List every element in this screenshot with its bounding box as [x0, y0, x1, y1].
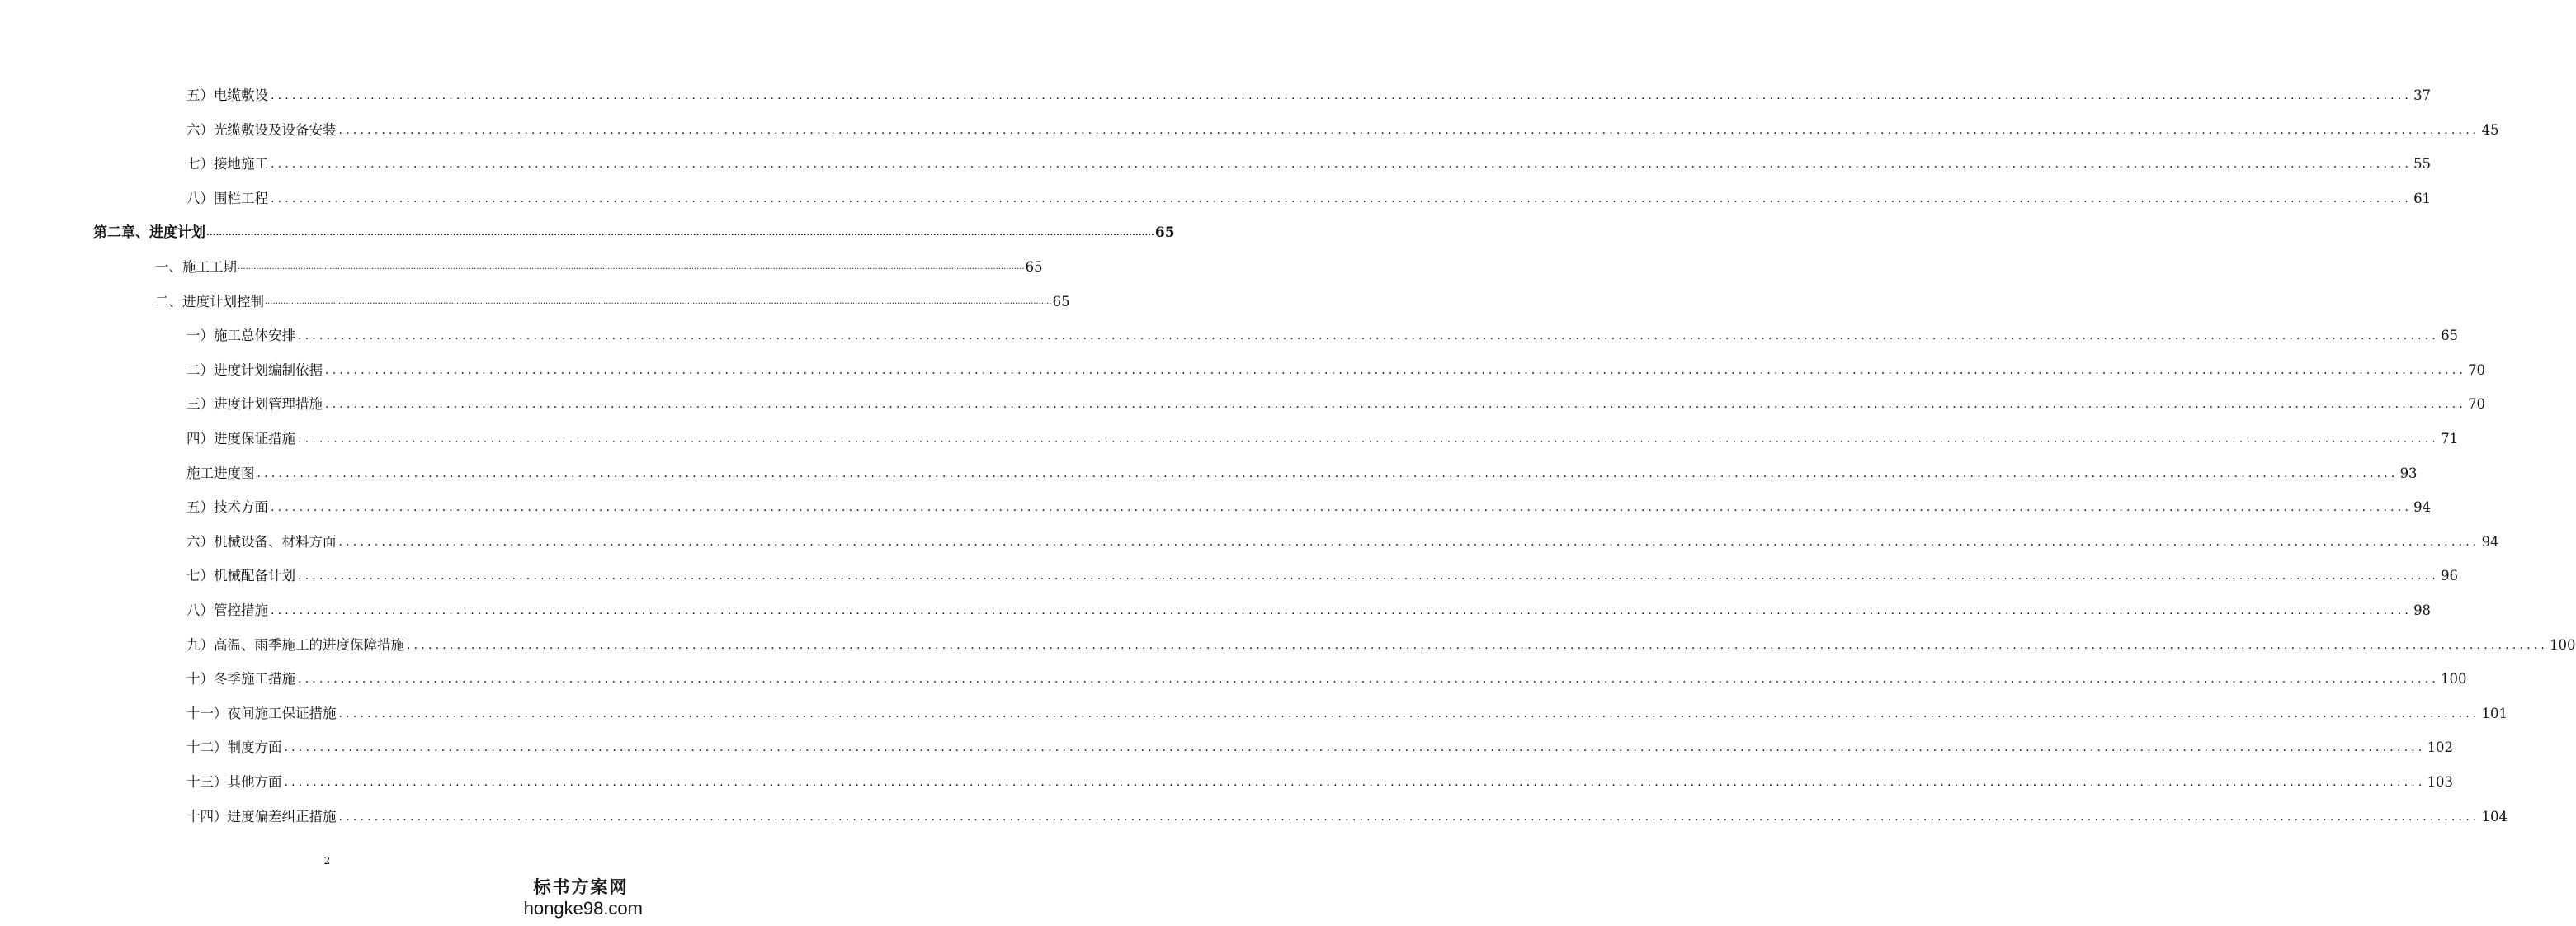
toc-entry-page: 65	[2441, 328, 2459, 343]
dot-leader: ............................................................................................................................................................................................................................................................................................................	[271, 158, 2413, 171]
toc-entry-title: 十）冬季施工措施	[186, 671, 295, 687]
toc-entry-page: 65	[1052, 294, 1070, 309]
toc-entry-page: 102	[2427, 739, 2454, 755]
toc-entry[interactable]	[186, 361, 2486, 380]
toc-entry[interactable]	[155, 257, 1043, 277]
toc-entry[interactable]	[186, 498, 2432, 517]
toc-entry[interactable]	[186, 669, 2467, 689]
toc-entry[interactable]	[186, 807, 2508, 827]
toc-entry-title: 六）机械设备、材料方面	[186, 534, 337, 550]
toc-entry-title: 十一）夜间施工保证措施	[186, 706, 337, 721]
toc-entry[interactable]	[186, 772, 2454, 792]
dot-leader: ............................................................................................................................................................................................................................................................................................................	[407, 639, 2549, 652]
site-watermark	[519, 876, 643, 919]
toc-entry-page: 55	[2413, 156, 2432, 172]
toc-entry[interactable]	[186, 566, 2459, 586]
toc-entry-title: 十二）制度方面	[186, 739, 282, 755]
dot-leader: ............................................................................................................................................................................................................................................................................................................	[284, 776, 2426, 789]
toc-entry-page: 70	[2468, 362, 2486, 378]
dot-leader: ............................................................................................................................................................................................................................................................................................................	[298, 673, 2440, 686]
toc-entry-page: 45	[2481, 122, 2499, 138]
toc-entry[interactable]	[186, 635, 2576, 655]
toc-entry[interactable]	[186, 532, 2499, 552]
toc-entry-page: 100	[2550, 637, 2576, 653]
toc-entry[interactable]	[186, 738, 2454, 758]
dot-leader: ............................................................................................................................................................................................................................................................................................................	[271, 604, 2413, 617]
toc-entry-page: 65	[1154, 224, 1175, 241]
toc-entry[interactable]	[186, 464, 2418, 484]
toc-entry-page: 101	[2481, 706, 2508, 721]
toc-entry[interactable]	[186, 429, 2459, 449]
toc-entry-title: 五）电缆敷设	[186, 87, 268, 103]
watermark-title: 标书方案网	[533, 876, 629, 897]
dot-leader: ............................................................................................................................................................................................................................................................................................................	[265, 297, 1052, 306]
toc-entry-title: 八）管控措施	[186, 602, 268, 618]
dot-leader: ............................................................................................................................................................................................................................................................................................................	[271, 89, 2413, 102]
toc-entry-title: 七）机械配备计划	[186, 568, 295, 583]
toc-entry-title: 六）光缆敷设及设备安装	[186, 122, 337, 138]
dot-leader: ............................................................................................................................................................................................................................................................................................................	[325, 364, 2467, 377]
toc-entry-title: 二）进度计划编制依据	[186, 362, 323, 378]
toc-entry-page: 100	[2441, 671, 2467, 687]
dot-leader: ............................................................................................................................................................................................................................................................................................................	[298, 329, 2440, 343]
toc-entry-title: 九）高温、雨季施工的进度保障措施	[186, 637, 404, 653]
dot-leader: ............................................................................................................................................................................................................................................................................................................	[338, 707, 2480, 720]
dot-leader: ............................................................................................................................................................................................................................................................................................................	[298, 569, 2440, 583]
toc-entry-title: 三）进度计划管理措施	[186, 396, 323, 412]
dot-leader: ............................................................................................................................................................................................................................................................................................................	[284, 741, 2426, 754]
toc-entry-page: 37	[2413, 87, 2432, 103]
dot-leader: ............................................................................................................................................................................................................................................................................................................	[298, 432, 2440, 446]
toc-entry-page: 94	[2413, 499, 2432, 515]
dot-leader: ............................................................................................................................................................................................................................................................................................................	[338, 536, 2480, 549]
toc-entry-page: 96	[2441, 568, 2459, 583]
toc-entry-page: 61	[2413, 191, 2432, 206]
toc-entry[interactable]	[186, 326, 2459, 346]
toc-entry-title: 五）技术方面	[186, 499, 268, 515]
toc-entry-title: 一）施工总体安排	[186, 328, 295, 343]
toc-entry-title: 第二章、进度计划	[93, 224, 205, 241]
toc-entry[interactable]	[186, 154, 2432, 174]
toc-entry[interactable]	[186, 189, 2432, 209]
toc-entry[interactable]	[155, 292, 1070, 312]
dot-leader: ............................................................................................................................................................................................................................................................................................................	[325, 398, 2467, 411]
toc-entry-title: 施工进度图	[186, 465, 255, 481]
toc-entry-page: 103	[2427, 774, 2454, 790]
toc-entry-page: 71	[2441, 431, 2459, 446]
toc-entry-title: 十三）其他方面	[186, 774, 282, 790]
toc-entry-title: 二、进度计划控制	[155, 294, 264, 309]
toc-entry[interactable]	[186, 86, 2432, 106]
watermark-domain: hongke98.com	[523, 898, 643, 919]
toc-entry-page: 98	[2413, 602, 2432, 618]
toc-entry-title: 四）进度保证措施	[186, 431, 295, 446]
toc-entry-page: 70	[2468, 396, 2486, 412]
toc-entry[interactable]	[93, 223, 1175, 243]
toc-entry[interactable]	[186, 704, 2508, 724]
dot-leader: ............................................................................................................................................................................................................................................................................................................	[238, 262, 1025, 272]
toc-entry-page: 94	[2481, 534, 2499, 550]
toc-entry-title: 一、施工工期	[155, 259, 237, 275]
dot-leader: ............................................................................................................................................................................................................................................................................................................	[338, 124, 2480, 137]
toc-entry[interactable]	[186, 120, 2499, 140]
toc-entry-page: 65	[1025, 259, 1043, 275]
dot-leader: ............................................................................................................................................................................................................................................................................................................	[206, 227, 1154, 238]
page-number: 2	[323, 855, 331, 867]
dot-leader: ............................................................................................................................................................................................................................................................................................................	[257, 467, 2399, 480]
toc-entry-title: 八）围栏工程	[186, 191, 268, 206]
toc-entry[interactable]	[186, 394, 2486, 414]
toc-entry[interactable]	[186, 601, 2432, 621]
toc-entry-page: 104	[2481, 809, 2508, 824]
dot-leader: ............................................................................................................................................................................................................................................................................................................	[338, 810, 2480, 824]
toc-entry-title: 七）接地施工	[186, 156, 268, 172]
dot-leader: ............................................................................................................................................................................................................................................................................................................	[271, 501, 2413, 514]
toc-entry-page: 93	[2399, 465, 2418, 481]
toc-entry-title: 十四）进度偏差纠正措施	[186, 809, 337, 824]
dot-leader: ............................................................................................................................................................................................................................................................................................................	[271, 192, 2413, 206]
